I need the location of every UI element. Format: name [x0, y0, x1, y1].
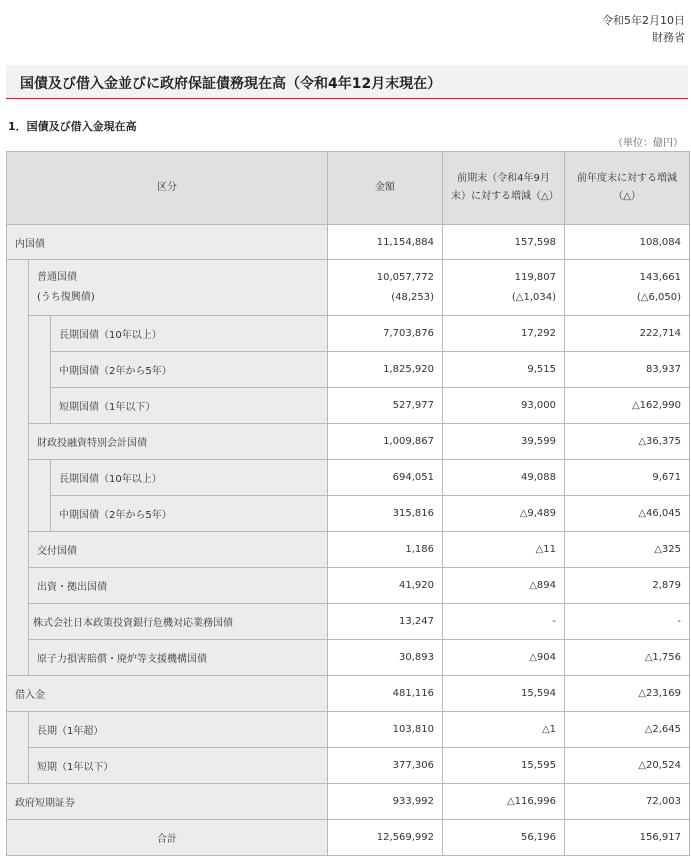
amount-cell: 41,920	[328, 568, 443, 604]
row-label: 借入金	[7, 676, 328, 712]
amount-cell: 103,810	[328, 712, 443, 748]
section-title: 1．国債及び借入金現在高	[8, 120, 137, 133]
report-date: 令和5年2月10日	[602, 14, 685, 27]
table-row	[7, 532, 690, 568]
indent-spacer	[29, 316, 51, 424]
amount-cell: 30,893	[328, 640, 443, 676]
table-row	[7, 676, 690, 712]
row-label: 財政投融資特別会計国債	[29, 424, 328, 460]
total-year-change-cell: 156,917	[565, 820, 690, 856]
amount-cell: 694,051	[328, 460, 443, 496]
quarter-change-cell	[443, 260, 565, 316]
total-amount-cell: 12,569,992	[328, 820, 443, 856]
row-label: 内国債	[7, 225, 328, 260]
year-change-cell: 2,879	[565, 568, 690, 604]
table-row	[7, 568, 690, 604]
year-change-cell: △162,990	[565, 388, 690, 424]
quarter-change-cell: 15,594	[443, 676, 565, 712]
page-title-bar	[6, 65, 688, 99]
header-category: 区分	[7, 152, 328, 225]
total-label: 合計	[7, 820, 328, 856]
year-change-cell: △23,169	[565, 676, 690, 712]
year-change-cell: △2,645	[565, 712, 690, 748]
row-label: 交付国債	[29, 532, 328, 568]
row-label: 原子力損害賠償・廃炉等支援機構国債	[29, 640, 328, 676]
header-vs-prev-quarter: 前期末（令和4年9月末）に対する増減（△）	[443, 152, 565, 225]
amount-cell: 315,816	[328, 496, 443, 532]
quarter-change-cell: 39,599	[443, 424, 565, 460]
table-header-row	[7, 152, 690, 225]
total-row	[7, 820, 690, 856]
table-row	[7, 784, 690, 820]
row-label: 株式会社日本政策投資銀行危機対応業務国債	[29, 604, 328, 640]
amount-cell: 527,977	[328, 388, 443, 424]
year-change-cell: △20,524	[565, 748, 690, 784]
year-change-main: 143,661	[639, 271, 682, 283]
year-change-cell: △36,375	[565, 424, 690, 460]
amount-cell	[328, 260, 443, 316]
row-label: 短期国債（1年以下）	[51, 388, 328, 424]
quarter-change-cell: 49,088	[443, 460, 565, 496]
amount-cell: 933,992	[328, 784, 443, 820]
year-change-cell	[565, 260, 690, 316]
quarter-change-cell: △904	[443, 640, 565, 676]
year-change-cell: 83,937	[565, 352, 690, 388]
year-change-cell: 9,671	[565, 460, 690, 496]
quarter-change-cell: △9,489	[443, 496, 565, 532]
amount-cell: 1,186	[328, 532, 443, 568]
table-row	[7, 748, 690, 784]
amount-cell: 1,009,867	[328, 424, 443, 460]
table-row	[7, 604, 690, 640]
quarter-change-cell: 9,515	[443, 352, 565, 388]
year-change-cell: -	[565, 604, 690, 640]
quarter-change-cell: 93,000	[443, 388, 565, 424]
table-row	[7, 424, 690, 460]
quarter-change-cell: 17,292	[443, 316, 565, 352]
header-amount: 金額	[328, 152, 443, 225]
amount-main: 10,057,772	[376, 271, 435, 283]
row-label-main: 普通国債	[37, 271, 77, 283]
table-row	[7, 388, 690, 424]
header-vs-prev-year: 前年度末に対する増減（△）	[565, 152, 690, 225]
header-date-block	[602, 12, 685, 46]
year-change-sub: (△6,050)	[636, 291, 682, 303]
ministry-name: 財務省	[652, 31, 685, 44]
table-row	[7, 316, 690, 352]
year-change-cell: 72,003	[565, 784, 690, 820]
unit-label: （単位：億円）	[613, 138, 683, 149]
quarter-change-cell: -	[443, 604, 565, 640]
row-label: 中期国債（2年から5年）	[51, 496, 328, 532]
debt-table	[6, 151, 690, 856]
amount-cell: 1,825,920	[328, 352, 443, 388]
quarter-change-cell: △11	[443, 532, 565, 568]
quarter-change-cell: △894	[443, 568, 565, 604]
amount-cell: 7,703,876	[328, 316, 443, 352]
table-row	[7, 496, 690, 532]
table-row	[7, 712, 690, 748]
year-change-cell: △325	[565, 532, 690, 568]
row-label-sub: (うち復興債)	[37, 291, 95, 303]
year-change-cell: 222,714	[565, 316, 690, 352]
indent-spacer	[29, 460, 51, 532]
table-row	[7, 260, 690, 316]
page-title: 国債及び借入金並びに政府保証債務現在高（令和4年12月末現在）	[20, 76, 442, 92]
quarter-change-cell: △1	[443, 712, 565, 748]
quarter-change-cell: 15,595	[443, 748, 565, 784]
table-row	[7, 225, 690, 260]
year-change-cell: △46,045	[565, 496, 690, 532]
row-label: 政府短期証券	[7, 784, 328, 820]
year-change-cell: △1,756	[565, 640, 690, 676]
quarter-change-sub: (△1,034)	[511, 291, 557, 303]
row-label: 出資・拠出国債	[29, 568, 328, 604]
row-label: 長期国債（10年以上）	[51, 460, 328, 496]
amount-cell: 13,247	[328, 604, 443, 640]
table-row	[7, 640, 690, 676]
amount-cell: 377,306	[328, 748, 443, 784]
amount-cell: 11,154,884	[328, 225, 443, 260]
indent-spacer	[7, 712, 29, 784]
table-row	[7, 460, 690, 496]
row-label: 中期国債（2年から5年）	[51, 352, 328, 388]
amount-sub: (48,253)	[391, 291, 435, 303]
row-label	[29, 260, 328, 316]
indent-spacer	[7, 260, 29, 676]
amount-cell: 481,116	[328, 676, 443, 712]
quarter-change-cell: △116,996	[443, 784, 565, 820]
row-label: 長期国債（10年以上）	[51, 316, 328, 352]
row-label: 短期（1年以下）	[29, 748, 328, 784]
quarter-change-main: 119,807	[514, 271, 557, 283]
quarter-change-cell: 157,598	[443, 225, 565, 260]
year-change-cell: 108,084	[565, 225, 690, 260]
table-row	[7, 352, 690, 388]
total-quarter-change-cell: 56,196	[443, 820, 565, 856]
row-label: 長期（1年超）	[29, 712, 328, 748]
